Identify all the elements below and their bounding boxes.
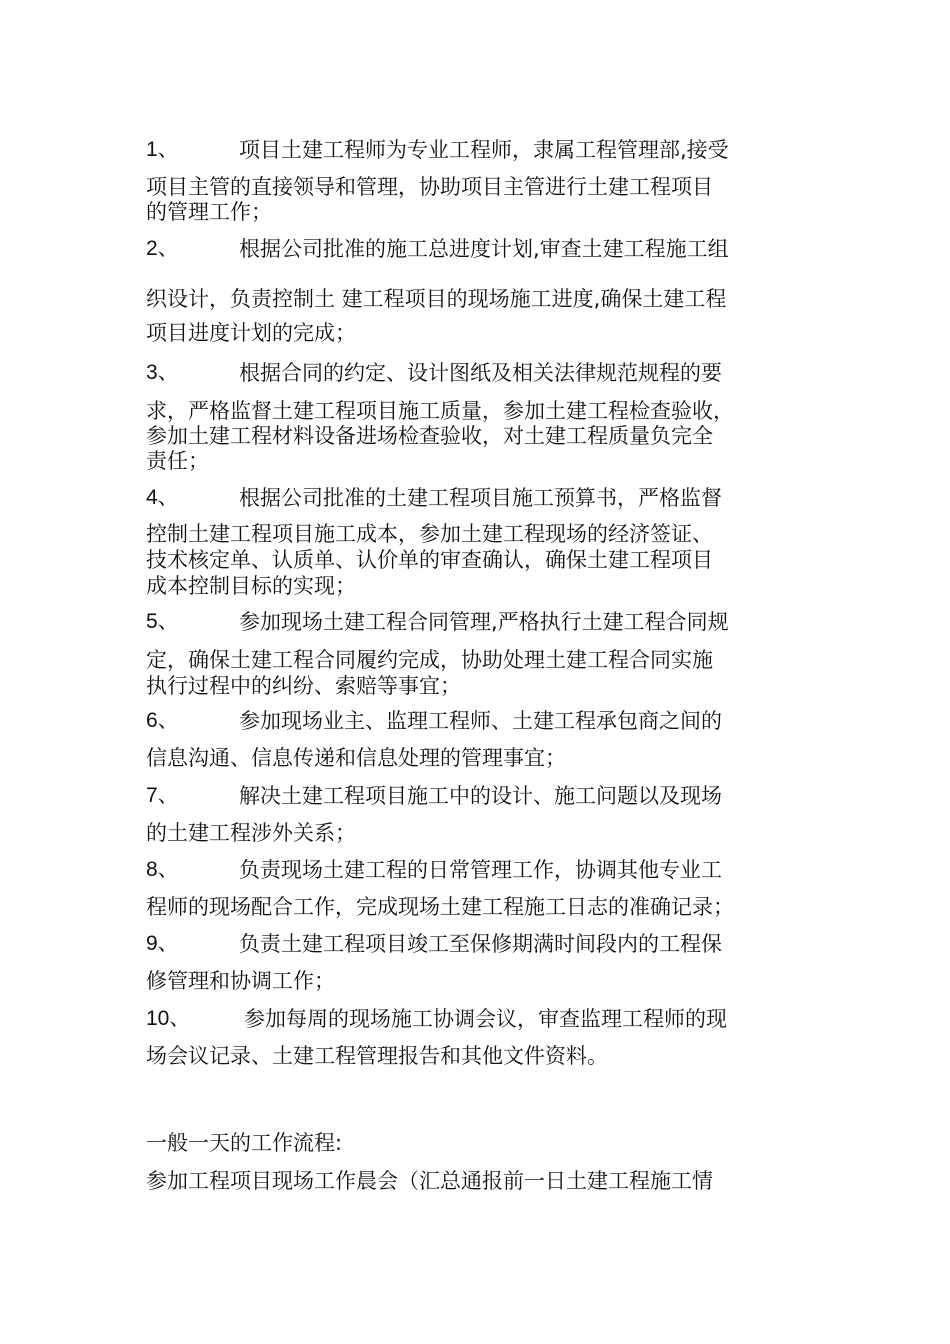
item-text-line: 的管理工作； [146,200,272,224]
item-text-line: 定，确保土建工程合同履约完成，协助处理土建工程合同实施 [146,648,713,672]
item-text-line: 技术核定单、认质单、认价单的审查确认，确保土建工程项目 [146,548,713,572]
item-text-line: 织设计，负责控制土 建工程项目的现场施工进度,确保土建工程 [146,287,727,311]
workflow-text-line: 参加工程项目现场工作晨会（汇总通报前一日土建工程施工情 [146,1169,713,1193]
item-text-line: 控制土建工程项目施工成本，参加土建工程现场的经济签证、 [146,522,713,546]
item-text-line: 解决土建工程项目施工中的设计、施工问题以及现场 [239,784,722,808]
item-text-line: 责任； [146,449,209,473]
item-number: 8、 [146,858,179,881]
item-text-line: 项目土建工程师为专业工程师，隶属工程管理部,接受 [239,138,729,162]
item-text-line: 求，严格监督土建工程项目施工质量，参加土建工程检查验收， [146,399,734,423]
item-text-line: 负责土建工程项目竣工至保修期满时间段内的工程保 [239,932,722,956]
item-number: 10、 [146,1007,191,1030]
item-text-line: 项目进度计划的完成； [146,321,356,345]
item-text-line: 根据公司批准的施工总进度计划,审查土建工程施工组 [239,237,729,261]
item-text-line: 执行过程中的纠纷、索赔等事宜； [146,674,461,698]
item-number: 2、 [146,237,179,260]
item-text-line: 项目主管的直接领导和管理，协助项目主管进行土建工程项目 [146,175,713,199]
item-text-line: 信息沟通、信息传递和信息处理的管理事宜； [146,746,566,770]
workflow-heading: 一般一天的工作流程: [146,1131,343,1155]
item-text-line: 的土建工程涉外关系； [146,821,356,845]
item-number: 6、 [146,709,179,732]
item-text-line: 成本控制目标的实现； [146,574,356,598]
item-text-line: 参加现场土建工程合同管理,严格执行土建工程合同规 [239,610,729,634]
item-text-line: 修管理和协调工作； [146,969,335,993]
item-text-line: 根据合同的约定、设计图纸及相关法律规范规程的要 [239,361,722,385]
item-text-line: 根据公司批准的土建工程项目施工预算书，严格监督 [239,486,722,510]
item-text-line: 场会议记录、土建工程管理报告和其他文件资料。 [146,1044,608,1068]
item-number: 7、 [146,784,179,807]
item-text-line: 程师的现场配合工作，完成现场土建工程施工日志的准确记录； [146,895,734,919]
item-number: 9、 [146,932,179,955]
item-number: 1、 [146,138,179,161]
item-number: 3、 [146,361,179,384]
item-text-line: 参加每周的现场施工协调会议，审查监理工程师的现 [244,1007,727,1031]
item-number: 4、 [146,486,179,509]
item-text-line: 参加土建工程材料设备进场检查验收，对土建工程质量负完全 [146,424,713,448]
item-text-line: 参加现场业主、监理工程师、土建工程承包商之间的 [239,709,722,733]
item-text-line: 负责现场土建工程的日常管理工作，协调其他专业工 [239,858,722,882]
item-number: 5、 [146,610,179,633]
